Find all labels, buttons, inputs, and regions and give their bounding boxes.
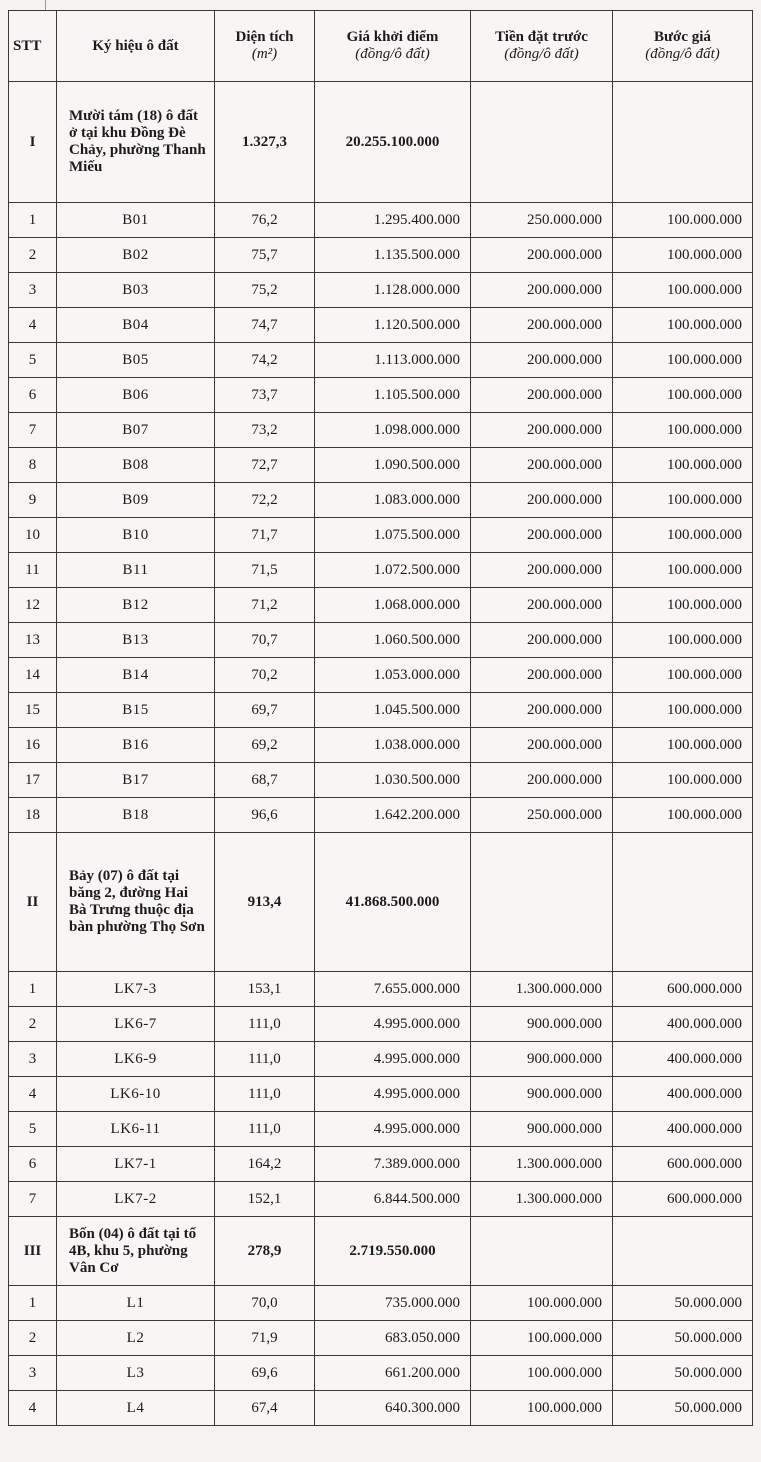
- header-price-label: Giá khởi điểm: [346, 29, 439, 45]
- cell-code: L3: [57, 1356, 215, 1391]
- cell-area: 71,2: [215, 588, 315, 623]
- cell-stt: 9: [9, 483, 57, 518]
- cell-stt: 16: [9, 728, 57, 763]
- cell-code: LK7-3: [57, 972, 215, 1007]
- cell-area: 69,7: [215, 693, 315, 728]
- group-deposit: [471, 82, 613, 203]
- cell-code: B13: [57, 623, 215, 658]
- cell-deposit: 200.000.000: [471, 763, 613, 798]
- group-deposit: [471, 1217, 613, 1286]
- cell-area: 111,0: [215, 1112, 315, 1147]
- cell-stt: 4: [9, 308, 57, 343]
- cell-stt: 8: [9, 448, 57, 483]
- cell-price: 1.075.500.000: [315, 518, 471, 553]
- cell-code: B14: [57, 658, 215, 693]
- cell-price: 735.000.000: [315, 1286, 471, 1321]
- cell-area: 76,2: [215, 203, 315, 238]
- cell-code: B01: [57, 203, 215, 238]
- cell-deposit: 200.000.000: [471, 553, 613, 588]
- cell-step: 50.000.000: [613, 1321, 753, 1356]
- cell-stt: 11: [9, 553, 57, 588]
- group-area: 913,4: [215, 833, 315, 972]
- cell-step: 100.000.000: [613, 658, 753, 693]
- group-stt: I: [9, 82, 57, 203]
- cell-area: 74,2: [215, 343, 315, 378]
- cell-area: 73,2: [215, 413, 315, 448]
- group-row: [9, 833, 753, 972]
- cell-deposit: 250.000.000: [471, 203, 613, 238]
- cell-deposit: 200.000.000: [471, 308, 613, 343]
- header-code-label: Ký hiệu ô đất: [92, 37, 179, 54]
- cell-price: 1.113.000.000: [315, 343, 471, 378]
- cell-price: 4.995.000.000: [315, 1077, 471, 1112]
- cell-step: 100.000.000: [613, 518, 753, 553]
- cell-stt: 10: [9, 518, 57, 553]
- cell-deposit: 200.000.000: [471, 588, 613, 623]
- cell-stt: 6: [9, 1147, 57, 1182]
- table-row: [9, 1042, 753, 1077]
- table-row: [9, 553, 753, 588]
- cell-step: 100.000.000: [613, 308, 753, 343]
- cell-step: 100.000.000: [613, 343, 753, 378]
- cell-deposit: 900.000.000: [471, 1042, 613, 1077]
- cell-area: 67,4: [215, 1391, 315, 1426]
- table-row: [9, 763, 753, 798]
- cell-code: B16: [57, 728, 215, 763]
- cell-area: 111,0: [215, 1007, 315, 1042]
- group-price: 20.255.100.000: [315, 82, 471, 203]
- cell-deposit: 200.000.000: [471, 483, 613, 518]
- cell-stt: 4: [9, 1391, 57, 1426]
- cell-price: 1.060.500.000: [315, 623, 471, 658]
- cell-area: 71,5: [215, 553, 315, 588]
- cell-price: 1.295.400.000: [315, 203, 471, 238]
- cell-deposit: 1.300.000.000: [471, 1147, 613, 1182]
- table-row: [9, 623, 753, 658]
- table-row: [9, 798, 753, 833]
- cell-deposit: 900.000.000: [471, 1112, 613, 1147]
- cell-step: 400.000.000: [613, 1042, 753, 1077]
- table-row: [9, 658, 753, 693]
- cell-deposit: 200.000.000: [471, 238, 613, 273]
- cell-stt: 7: [9, 413, 57, 448]
- cell-code: LK6-7: [57, 1007, 215, 1042]
- cell-code: B10: [57, 518, 215, 553]
- cell-code: B12: [57, 588, 215, 623]
- cell-price: 6.844.500.000: [315, 1182, 471, 1217]
- cell-area: 72,7: [215, 448, 315, 483]
- cell-stt: 5: [9, 343, 57, 378]
- cell-step: 100.000.000: [613, 553, 753, 588]
- cell-area: 74,7: [215, 308, 315, 343]
- cell-area: 96,6: [215, 798, 315, 833]
- table-row: [9, 238, 753, 273]
- table-row: [9, 378, 753, 413]
- cell-stt: 12: [9, 588, 57, 623]
- cell-deposit: 200.000.000: [471, 693, 613, 728]
- cell-price: 1.105.500.000: [315, 378, 471, 413]
- table-row: [9, 273, 753, 308]
- cell-price: 1.072.500.000: [315, 553, 471, 588]
- cell-price: 4.995.000.000: [315, 1007, 471, 1042]
- group-stt: III: [9, 1217, 57, 1286]
- cell-area: 70,0: [215, 1286, 315, 1321]
- cell-code: B17: [57, 763, 215, 798]
- cell-step: 100.000.000: [613, 238, 753, 273]
- cell-stt: 1: [9, 972, 57, 1007]
- cell-stt: 17: [9, 763, 57, 798]
- cell-stt: 15: [9, 693, 57, 728]
- header-step-unit: (đồng/ô đất): [645, 46, 720, 62]
- cell-area: 111,0: [215, 1042, 315, 1077]
- cell-stt: 1: [9, 1286, 57, 1321]
- cell-step: 50.000.000: [613, 1286, 753, 1321]
- cell-price: 1.120.500.000: [315, 308, 471, 343]
- cell-price: 1.642.200.000: [315, 798, 471, 833]
- cell-code: LK6-9: [57, 1042, 215, 1077]
- cell-deposit: 200.000.000: [471, 728, 613, 763]
- cell-price: 1.068.000.000: [315, 588, 471, 623]
- cell-step: 100.000.000: [613, 273, 753, 308]
- cell-area: 75,7: [215, 238, 315, 273]
- cell-area: 111,0: [215, 1077, 315, 1112]
- cell-area: 70,2: [215, 658, 315, 693]
- cell-stt: 2: [9, 1007, 57, 1042]
- cell-code: L4: [57, 1391, 215, 1426]
- table-row: [9, 518, 753, 553]
- cell-deposit: 100.000.000: [471, 1356, 613, 1391]
- cell-stt: 13: [9, 623, 57, 658]
- cell-step: 100.000.000: [613, 203, 753, 238]
- cell-stt: 2: [9, 238, 57, 273]
- cell-area: 68,7: [215, 763, 315, 798]
- cell-step: 600.000.000: [613, 972, 753, 1007]
- cell-deposit: 200.000.000: [471, 658, 613, 693]
- land-auction-table: [8, 10, 753, 1426]
- cell-deposit: 200.000.000: [471, 448, 613, 483]
- table-row: [9, 1286, 753, 1321]
- cell-price: 1.135.500.000: [315, 238, 471, 273]
- cell-step: 100.000.000: [613, 483, 753, 518]
- cell-price: 7.389.000.000: [315, 1147, 471, 1182]
- table-body: [9, 82, 753, 1426]
- cell-code: B04: [57, 308, 215, 343]
- table-row: [9, 1112, 753, 1147]
- table-row: [9, 1182, 753, 1217]
- cell-deposit: 200.000.000: [471, 623, 613, 658]
- group-price: 2.719.550.000: [315, 1217, 471, 1286]
- cell-stt: 1: [9, 203, 57, 238]
- header-area-label: Diện tích: [235, 29, 294, 45]
- header-area-unit: (m²): [251, 46, 278, 62]
- table-row: [9, 1007, 753, 1042]
- group-deposit: [471, 833, 613, 972]
- cell-step: 50.000.000: [613, 1356, 753, 1391]
- cell-stt: 4: [9, 1077, 57, 1112]
- header-row: [9, 11, 753, 82]
- table-row: [9, 972, 753, 1007]
- cell-code: B18: [57, 798, 215, 833]
- table-row: [9, 1391, 753, 1426]
- table-row: [9, 483, 753, 518]
- table-row: [9, 1147, 753, 1182]
- cell-code: B08: [57, 448, 215, 483]
- cell-area: 73,7: [215, 378, 315, 413]
- cell-price: 4.995.000.000: [315, 1112, 471, 1147]
- cell-stt: 14: [9, 658, 57, 693]
- cell-price: 661.200.000: [315, 1356, 471, 1391]
- cell-area: 69,2: [215, 728, 315, 763]
- cell-deposit: 200.000.000: [471, 413, 613, 448]
- cell-code: B09: [57, 483, 215, 518]
- cell-code: LK6-11: [57, 1112, 215, 1147]
- cell-area: 72,2: [215, 483, 315, 518]
- cell-step: 100.000.000: [613, 798, 753, 833]
- table-row: [9, 448, 753, 483]
- cell-deposit: 100.000.000: [471, 1286, 613, 1321]
- header-area: [215, 11, 315, 82]
- cell-area: 71,9: [215, 1321, 315, 1356]
- header-price: [315, 11, 471, 82]
- table-row: [9, 308, 753, 343]
- cell-price: 1.083.000.000: [315, 483, 471, 518]
- cell-code: L2: [57, 1321, 215, 1356]
- cell-code: LK6-10: [57, 1077, 215, 1112]
- group-row: [9, 1217, 753, 1286]
- header-deposit-label: Tiền đặt trước: [495, 29, 588, 45]
- cell-price: 1.098.000.000: [315, 413, 471, 448]
- cell-deposit: 200.000.000: [471, 343, 613, 378]
- cell-step: 400.000.000: [613, 1112, 753, 1147]
- cell-price: 1.030.500.000: [315, 763, 471, 798]
- cell-step: 100.000.000: [613, 728, 753, 763]
- group-row: [9, 82, 753, 203]
- cell-stt: 3: [9, 273, 57, 308]
- cell-stt: 6: [9, 378, 57, 413]
- header-code: [57, 11, 215, 82]
- cell-price: 1.053.000.000: [315, 658, 471, 693]
- table-row: [9, 1321, 753, 1356]
- cell-code: B15: [57, 693, 215, 728]
- cell-code: LK7-1: [57, 1147, 215, 1182]
- table-row: [9, 343, 753, 378]
- cell-price: 1.128.000.000: [315, 273, 471, 308]
- table-row: [9, 588, 753, 623]
- table-row: [9, 1356, 753, 1391]
- cell-deposit: 200.000.000: [471, 518, 613, 553]
- cell-step: 400.000.000: [613, 1077, 753, 1112]
- cell-area: 153,1: [215, 972, 315, 1007]
- scan-margin-line: [45, 0, 46, 10]
- cell-deposit: 900.000.000: [471, 1007, 613, 1042]
- cell-code: B11: [57, 553, 215, 588]
- table-row: [9, 728, 753, 763]
- cell-area: 75,2: [215, 273, 315, 308]
- header-deposit-unit: (đồng/ô đất): [504, 46, 579, 62]
- cell-deposit: 900.000.000: [471, 1077, 613, 1112]
- group-area: 278,9: [215, 1217, 315, 1286]
- cell-step: 100.000.000: [613, 763, 753, 798]
- table-row: [9, 1077, 753, 1112]
- cell-step: 100.000.000: [613, 448, 753, 483]
- cell-price: 4.995.000.000: [315, 1042, 471, 1077]
- cell-stt: 3: [9, 1042, 57, 1077]
- cell-deposit: 100.000.000: [471, 1391, 613, 1426]
- group-price: 41.868.500.000: [315, 833, 471, 972]
- cell-area: 70,7: [215, 623, 315, 658]
- cell-price: 7.655.000.000: [315, 972, 471, 1007]
- cell-stt: 3: [9, 1356, 57, 1391]
- cell-step: 600.000.000: [613, 1147, 753, 1182]
- cell-price: 1.090.500.000: [315, 448, 471, 483]
- table-row: [9, 413, 753, 448]
- cell-code: B03: [57, 273, 215, 308]
- cell-step: 100.000.000: [613, 693, 753, 728]
- cell-deposit: 200.000.000: [471, 273, 613, 308]
- cell-step: 50.000.000: [613, 1391, 753, 1426]
- cell-step: 100.000.000: [613, 378, 753, 413]
- group-step: [613, 1217, 753, 1286]
- cell-deposit: 1.300.000.000: [471, 1182, 613, 1217]
- group-stt: II: [9, 833, 57, 972]
- table-row: [9, 203, 753, 238]
- cell-code: LK7-2: [57, 1182, 215, 1217]
- cell-deposit: 250.000.000: [471, 798, 613, 833]
- cell-code: L1: [57, 1286, 215, 1321]
- group-step: [613, 82, 753, 203]
- group-name: Mười tám (18) ô đất ở tại khu Đồng Đè Chảy, phường Thanh Miếu: [57, 82, 215, 203]
- header-step-label: Bước giá: [654, 29, 711, 45]
- cell-area: 152,1: [215, 1182, 315, 1217]
- cell-step: 400.000.000: [613, 1007, 753, 1042]
- cell-code: B05: [57, 343, 215, 378]
- group-name: Bốn (04) ô đất tại tổ 4B, khu 5, phường Vân Cơ: [57, 1217, 215, 1286]
- header-price-unit: (đồng/ô đất): [355, 46, 430, 62]
- cell-area: 69,6: [215, 1356, 315, 1391]
- cell-step: 100.000.000: [613, 623, 753, 658]
- cell-price: 1.038.000.000: [315, 728, 471, 763]
- group-area: 1.327,3: [215, 82, 315, 203]
- cell-code: B02: [57, 238, 215, 273]
- header-deposit: [471, 11, 613, 82]
- group-name: Bảy (07) ô đất tại băng 2, đường Hai Bà Trưng thuộc địa bàn phường Thọ Sơn: [57, 833, 215, 972]
- cell-step: 100.000.000: [613, 413, 753, 448]
- cell-area: 71,7: [215, 518, 315, 553]
- cell-step: 100.000.000: [613, 588, 753, 623]
- header-stt: STT: [9, 11, 57, 82]
- table-row: [9, 693, 753, 728]
- cell-deposit: 1.300.000.000: [471, 972, 613, 1007]
- cell-code: B06: [57, 378, 215, 413]
- cell-stt: 7: [9, 1182, 57, 1217]
- cell-stt: 2: [9, 1321, 57, 1356]
- cell-step: 600.000.000: [613, 1182, 753, 1217]
- header-step: [613, 11, 753, 82]
- cell-stt: 18: [9, 798, 57, 833]
- group-step: [613, 833, 753, 972]
- cell-area: 164,2: [215, 1147, 315, 1182]
- cell-price: 640.300.000: [315, 1391, 471, 1426]
- cell-stt: 5: [9, 1112, 57, 1147]
- cell-deposit: 200.000.000: [471, 378, 613, 413]
- cell-code: B07: [57, 413, 215, 448]
- cell-price: 683.050.000: [315, 1321, 471, 1356]
- cell-deposit: 100.000.000: [471, 1321, 613, 1356]
- cell-price: 1.045.500.000: [315, 693, 471, 728]
